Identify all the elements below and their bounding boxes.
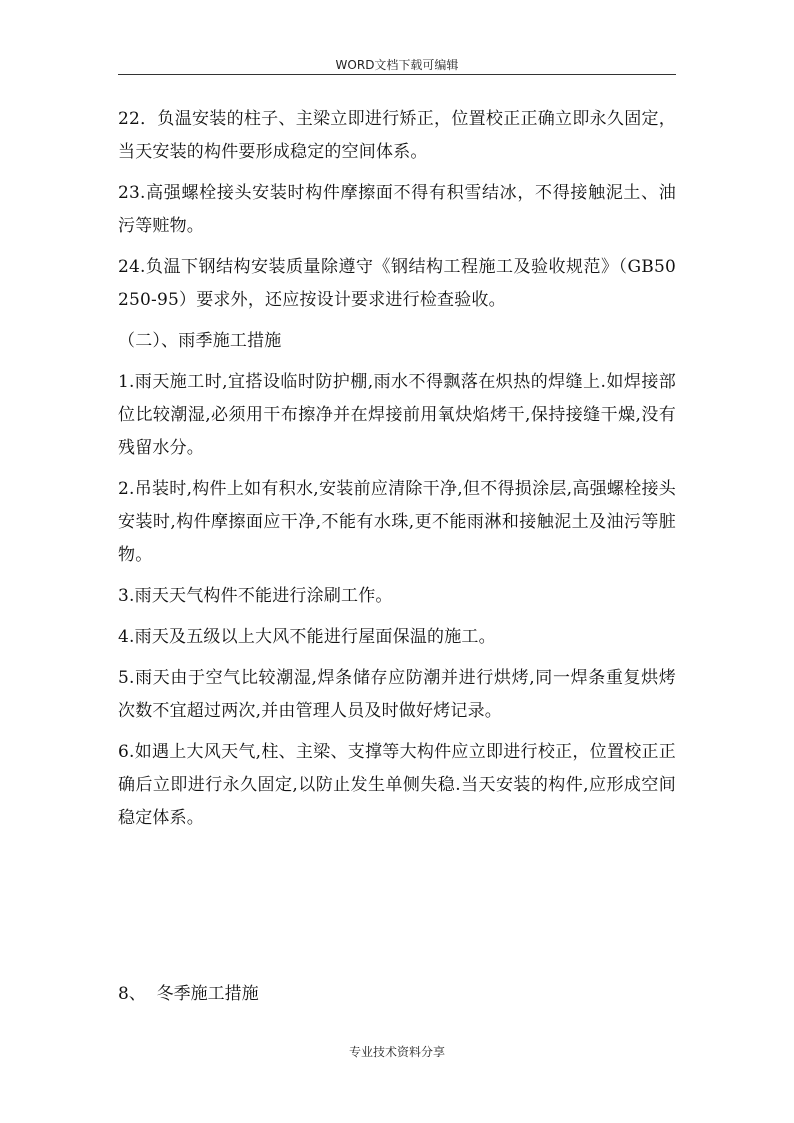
paragraph-rain-5: 5.雨天由于空气比较潮湿,焊条储存应防潮并进行烘烤,同一焊条重复烘烤次数不宜超过两次,并由管理人员及时做好烤记录。: [118, 668, 676, 721]
paragraph-rain-6: 6.如遇上大风天气,柱、主梁、支撑等大构件应立即进行校正，位置校正正确后立即进行永久固定,以防止发生单侧失稳.当天安装的构件,应形成空间稳定体系。: [118, 742, 676, 828]
section-heading-winter: 8、 冬季施工措施: [118, 984, 259, 1004]
paragraph-item-23: 23.高强螺栓接头安装时构件摩擦面不得有积雪结冰，不得接触泥土、油污等赃物。: [118, 183, 676, 236]
header-divider: [118, 74, 676, 75]
paragraph-rain-4: 4.雨天及五级以上大风不能进行屋面保温的施工。: [118, 627, 496, 647]
paragraph-rain-1: 1.雨天施工时,宜搭设临时防护棚,雨水不得飘落在炽热的焊缝上.如焊接部位比较潮湿,必须用干布擦净并在焊接前用氧炔焰烤干,保持接缝干燥,没有残留水分。: [118, 372, 676, 458]
page-footer: 专业技术资料分享: [348, 1045, 445, 1059]
paragraph-rain-3: 3.雨天天气构件不能进行涂刷工作。: [118, 586, 393, 606]
paragraph-item-24: 24.负温下钢结构安装质量除遵守《钢结构工程施工及验收规范》（GB50250-95）要求外，还应按设计要求进行检查验收。: [118, 257, 676, 310]
subsection-heading-rainy-season: （二）、雨季施工措施: [118, 331, 282, 351]
document-body: [118, 103, 676, 835]
paragraph-rain-2: 2.吊装时,构件上如有积水,安装前应清除干净,但不得损涂层,高强螺栓接头安装时,构件摩擦面应干净,不能有水珠,更不能雨淋和接触泥土及油污等脏物。: [118, 479, 676, 565]
page-header: WORD文档下载可编辑: [335, 58, 459, 72]
paragraph-item-22: 22．负温安装的柱子、主梁立即进行矫正，位置校正正确立即永久固定，当天安装的构件要形成稳定的空间体系。: [118, 109, 676, 162]
